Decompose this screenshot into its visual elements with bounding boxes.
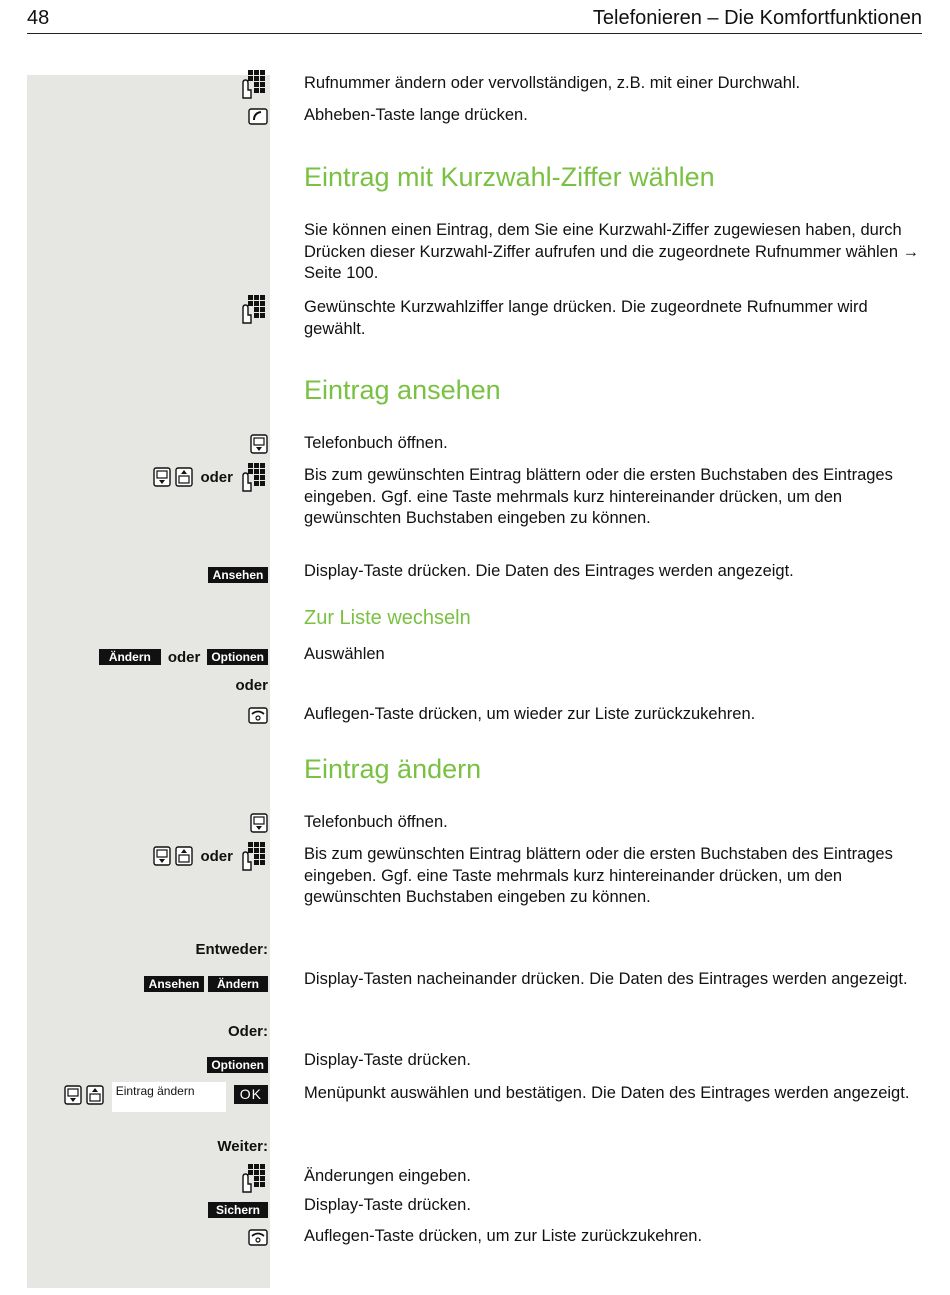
- ansehen-softkey[interactable]: Ansehen: [208, 567, 268, 583]
- section-title: Eintrag mit Kurzwahl-Ziffer wählen: [304, 162, 715, 192]
- instruction-text: Display-Taste drücken. Die Daten des Eintrages werden angezeigt.: [304, 562, 794, 580]
- header-title: Telefonieren – Die Komfortfunktionen: [592, 7, 922, 29]
- icon-group: [248, 1225, 268, 1249]
- nav-up-icon: [86, 1085, 104, 1105]
- keypad-icon: [240, 462, 268, 492]
- icon-group: [99, 645, 268, 669]
- instruction-text: Menüpunkt auswählen und bestätigen. Die Daten des Eintrages werden angezeigt.: [304, 1084, 910, 1102]
- phone-hook-off-icon: [248, 108, 268, 125]
- instruction-text: Display-Tasten nacheinander drücken. Die Daten des Eintrages werden angezeigt.: [304, 970, 908, 988]
- icon-group: [144, 972, 268, 996]
- oder-word: oder: [200, 468, 233, 486]
- page-number: 48: [27, 7, 50, 29]
- phone-hook-on-icon: [248, 1229, 268, 1246]
- icon-group: [208, 563, 268, 587]
- section-title: Eintrag ansehen: [304, 375, 501, 405]
- icon-group: [208, 1198, 268, 1222]
- nav-up-icon: [175, 846, 193, 866]
- nav-down-icon: [153, 846, 171, 866]
- keypad-icon: [240, 69, 268, 99]
- keypad-icon: [240, 841, 268, 871]
- oder-word: oder: [200, 847, 233, 865]
- nav-down-icon: [64, 1085, 82, 1105]
- ok-softkey[interactable]: OK: [234, 1085, 268, 1104]
- weiter-label: Weiter:: [217, 1138, 268, 1155]
- instruction-text: Bis zum gewünschten Eintrag blättern oder die ersten Buchstaben des Eintrages eingeben. Ggf. eine Taste mehrmals kurz hintereinander drücken, um den gewünschten Buchstaben eingeben zu können.: [304, 845, 893, 906]
- instruction-text: Display-Taste drücken.: [304, 1196, 471, 1214]
- instruction-text: Auswählen: [304, 645, 385, 663]
- phone-hook-on-icon: [248, 707, 268, 724]
- instruction-text: Abheben-Taste lange drücken.: [304, 106, 528, 124]
- icon-group: [250, 432, 268, 456]
- nav-down-icon: [153, 467, 171, 487]
- instruction-text: Telefonbuch öffnen.: [304, 434, 448, 452]
- oder-label: Oder:: [227, 1023, 268, 1040]
- keypad-icon: [240, 1163, 268, 1193]
- icon-group: [250, 811, 268, 835]
- page-header: [27, 6, 922, 34]
- nav-down-icon: [250, 434, 268, 454]
- instruction-text: Bis zum gewünschten Eintrag blättern oder die ersten Buchstaben des Eintrages eingeben. Ggf. eine Taste mehrmals kurz hintereinander drücken, um den gewünschten Buchstaben eingeben zu können.: [304, 466, 893, 527]
- icon-group: [153, 465, 268, 489]
- nav-up-icon: [175, 467, 193, 487]
- menu-item-box[interactable]: Eintrag ändern: [112, 1082, 226, 1112]
- instruction-text: Auflegen-Taste drücken, um zur Liste zurückzukehren.: [304, 1227, 703, 1245]
- ansehen-softkey[interactable]: Ansehen: [144, 976, 204, 992]
- icon-group: [207, 1053, 268, 1077]
- optionen-softkey[interactable]: Optionen: [207, 649, 268, 665]
- icon-group: [240, 1166, 268, 1190]
- instruction-text: Display-Taste drücken.: [304, 1051, 471, 1069]
- instruction-text: Rufnummer ändern oder vervollständigen, z.B. mit einer Durchwahl.: [304, 74, 801, 92]
- instruction-text: Änderungen eingeben.: [304, 1167, 471, 1185]
- nav-down-icon: [250, 813, 268, 833]
- icon-group: [248, 104, 268, 128]
- aendern-softkey[interactable]: Ändern: [208, 976, 268, 992]
- aendern-softkey[interactable]: Ändern: [99, 649, 161, 665]
- instruction-text: Gewünschte Kurzwahlziffer lange drücken. Die zugeordnete Rufnummer wird gewählt.: [304, 298, 868, 338]
- icon-group: [240, 297, 268, 321]
- instruction-text: Telefonbuch öffnen.: [304, 813, 448, 831]
- icon-group: [248, 703, 268, 727]
- section-intro: Sie können einen Eintrag, dem Sie eine Kurzwahl-Ziffer zugewiesen haben, durch Drücken dieser Kurzwahl-Ziffer aufrufen und die zugeordnete Rufnummer wählen → Seite 100.: [304, 221, 920, 282]
- entweder-label: Entweder:: [195, 941, 268, 958]
- icon-group: [153, 844, 268, 868]
- instruction-text: Auflegen-Taste drücken, um wieder zur Liste zurückzukehren.: [304, 705, 756, 723]
- optionen-softkey[interactable]: Optionen: [207, 1057, 268, 1073]
- icon-group: [240, 72, 268, 96]
- keypad-icon: [240, 294, 268, 324]
- section-title: Eintrag ändern: [304, 754, 482, 784]
- oder-label: oder: [235, 677, 268, 694]
- sichern-softkey[interactable]: Sichern: [208, 1202, 268, 1218]
- oder-word: oder: [167, 648, 201, 666]
- icon-group: [64, 1082, 268, 1116]
- subsection-title: Zur Liste wechseln: [304, 607, 471, 629]
